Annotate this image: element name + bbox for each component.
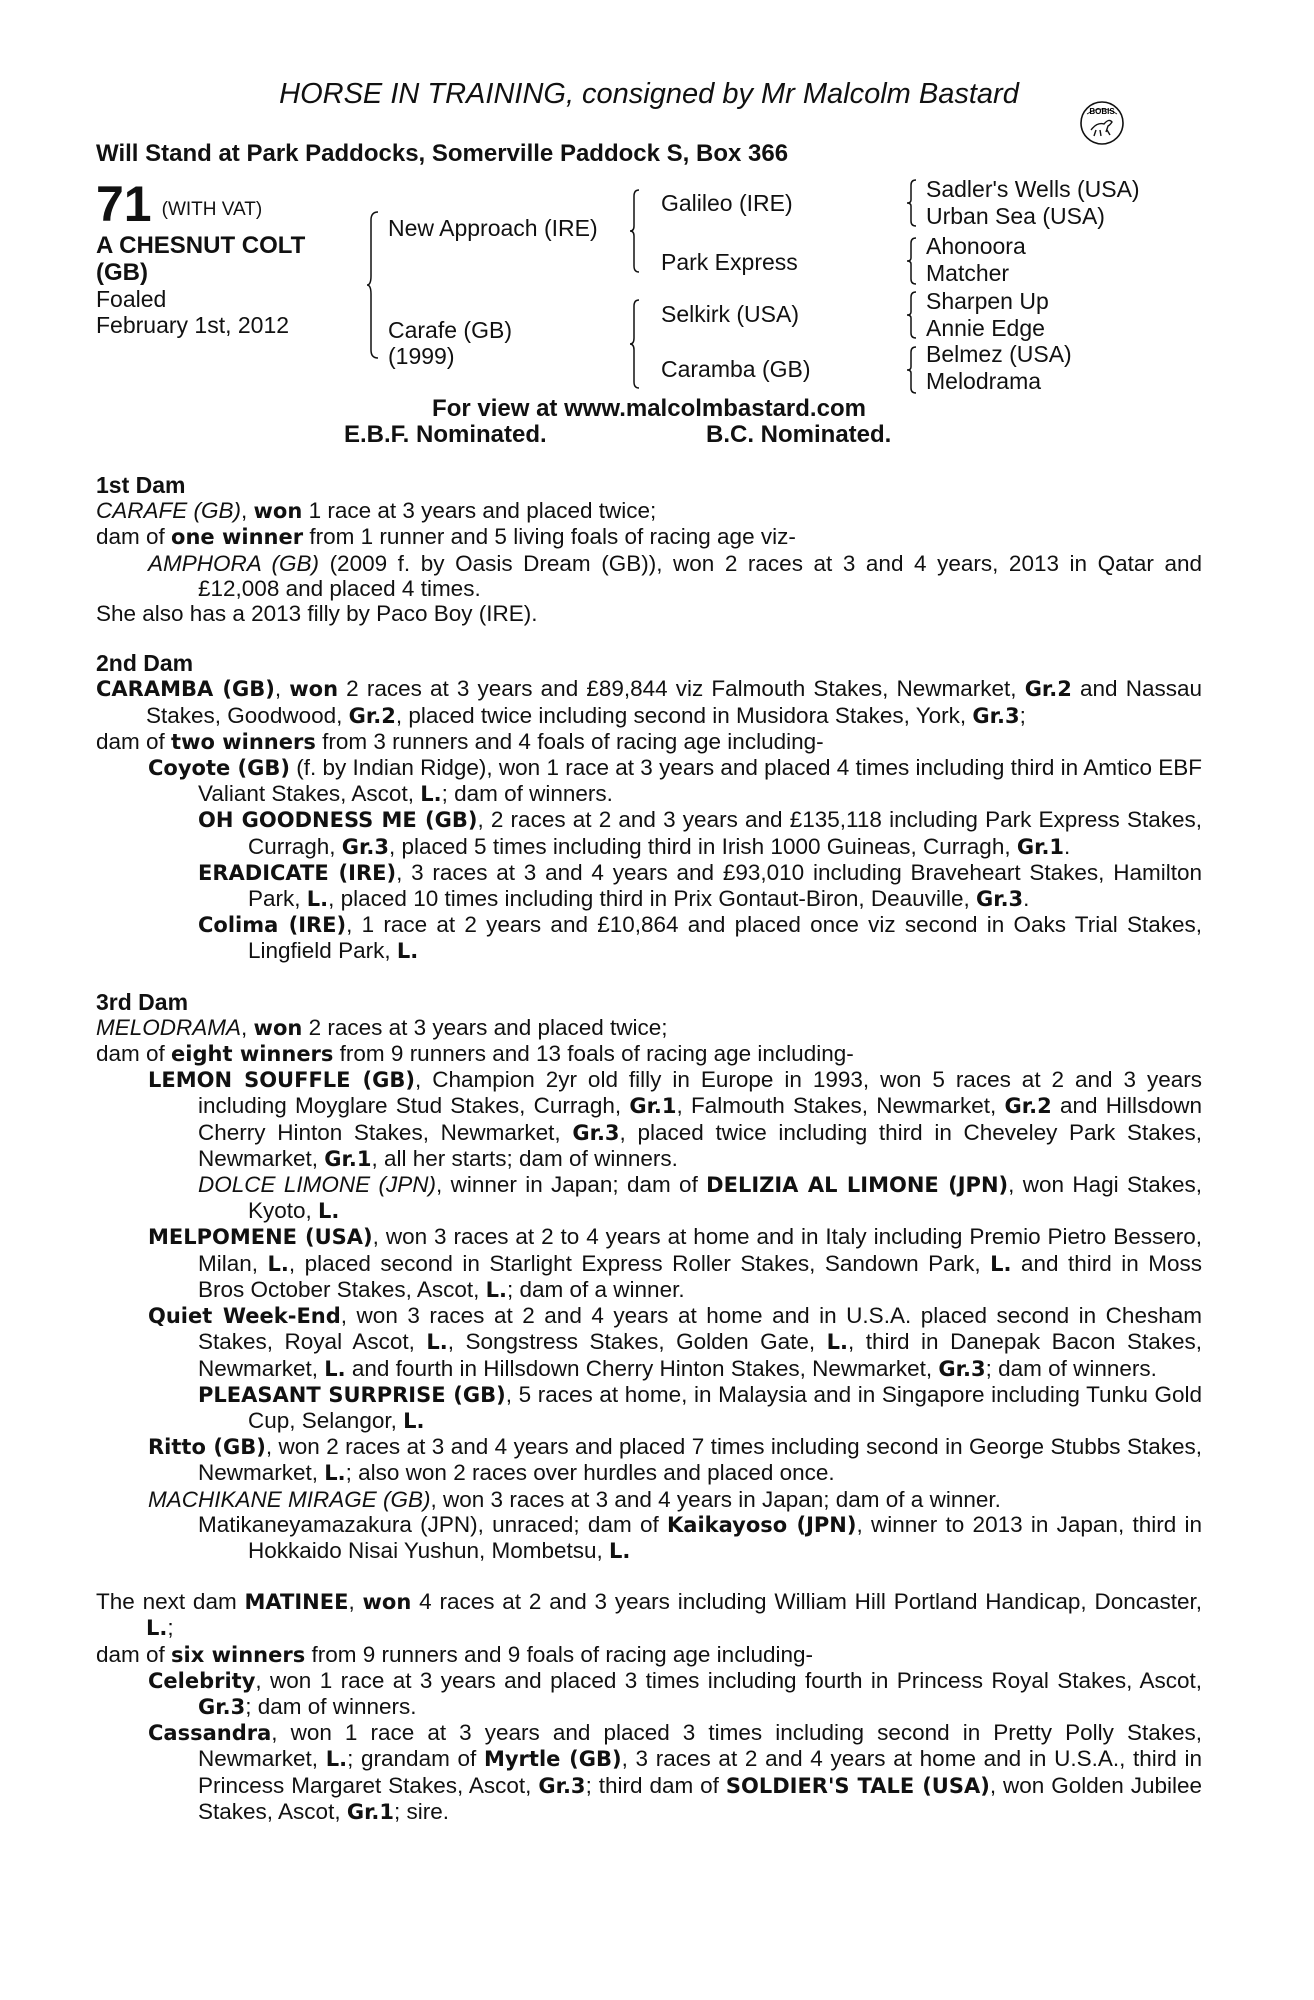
produce-summary: dam of six winners from 9 runners and 9 foals of racing age including-: [96, 1641, 813, 1667]
grand-produce-entry: OH GOODNESS ME (GB), 2 races at 2 and 3 years and £135,118 including Park Express Stakes, Curragh, Gr.3, placed 5 times including third in Irish 1000 Guineas, Curragh, Gr.1.: [198, 807, 1203, 859]
pedigree-notes: [96, 473, 1202, 1825]
section-next-dam: [96, 1589, 1202, 1825]
ped-dam: Carafe (GB): [388, 317, 512, 343]
page-title: HORSE IN TRAINING, consigned by Mr Malcolm Bastard: [279, 78, 1019, 110]
bobis-logo-text: BOBIS: [1089, 107, 1115, 116]
ped-ddd: Melodrama: [926, 368, 1042, 394]
vat-note: (WITH VAT): [161, 199, 263, 220]
lot-sex-line1: A CHESNUT COLT: [96, 232, 306, 259]
grand-produce-entry: PLEASANT SURPRISE (GB), 5 races at home, in Malaysia and in Singapore including Tunku Gold Cup, Selangor, L.: [198, 1381, 1203, 1433]
grand-produce-entry: Matikaneyamazakura (JPN), unraced; dam of Kaikayoso (JPN), winner to 2013 in Japan, third in Hokkaido Nisai Yushun, Mombetsu, L.: [198, 1511, 1203, 1563]
section-second-dam: [96, 651, 1202, 964]
dam-record: MELODRAMA, won 2 races at 3 years and placed twice;: [96, 1014, 668, 1040]
pedigree-brace-dam: [629, 298, 641, 390]
ped-sss: Sadler's Wells (USA): [926, 176, 1140, 202]
section-title: 1st Dam: [96, 472, 186, 498]
pedigree-brace-ds: [906, 290, 918, 340]
section-title: 3rd Dam: [96, 988, 189, 1015]
grand-produce-entry: DOLCE LIMONE (JPN), winner in Japan; dam of DELIZIA AL LIMONE (JPN), won Hagi Stakes, Kyoto, L.: [198, 1172, 1202, 1224]
grand-produce-entry: ERADICATE (IRE), 3 races at 3 and 4 years and £93,010 including Braveheart Stakes, Hamilton Park, L., placed 10 times including third in Prix Gontaut-Biron, Deauville, Gr.3.: [198, 859, 1202, 912]
bc-nominated: B.C. Nominated.: [706, 421, 892, 448]
pedigree-brace-main: [366, 210, 380, 360]
ped-sire-sire: Galileo (IRE): [661, 190, 793, 216]
produce-entry: Quiet Week-End, won 3 races at 2 and 4 years at home and in U.S.A. placed second in Chesham Stakes, Royal Ascot, L., Songstress Stakes, Golden Gate, L., third in Danepak Bacon Stakes, Newmarket, L. and fourth in Hillsdown Cherry Hinton Stakes, Newmarket, Gr.3; dam of winners.: [148, 1303, 1202, 1381]
pedigree-brace-dd: [906, 345, 918, 395]
bobis-logo: [1079, 100, 1125, 146]
foaled-date: February 1st, 2012: [96, 312, 290, 338]
produce-summary: dam of one winner from 1 runner and 5 living foals of racing age viz-: [96, 524, 796, 550]
view-online-note: For view at www.malcolmbastard.com: [432, 395, 866, 422]
produce-entry: MELPOMENE (USA), won 3 races at 2 to 4 years at home and in Italy including Premio Pietro Bessero, Milan, L., placed second in Starlight Express Roller Stakes, Sandown Park, L. and third in Moss Bros October Stakes, Ascot, L.; dam of a winner.: [148, 1224, 1202, 1302]
lot-number: 71: [96, 176, 152, 232]
produce-entry: Celebrity, won 1 race at 3 years and placed 3 times including fourth in Princess Royal Stakes, Ascot, Gr.3; dam of winners.: [148, 1667, 1202, 1719]
ped-dss: Sharpen Up: [926, 288, 1049, 314]
pedigree-brace-sd: [906, 236, 918, 286]
ped-dam-sire: Selkirk (USA): [661, 301, 800, 327]
pedigree-brace-ss: [906, 178, 918, 228]
ped-sdd: Matcher: [926, 260, 1010, 286]
lot-sex-line2: (GB): [96, 259, 148, 286]
stand-location: Will Stand at Park Paddocks, Somerville Paddock S, Box 366: [96, 140, 789, 167]
ped-dds: Belmez (USA): [926, 341, 1072, 367]
foaled-label: Foaled: [96, 286, 167, 312]
ped-dam-year: (1999): [388, 343, 455, 369]
produce-entry: AMPHORA (GB) (2009 f. by Oasis Dream (GB)), won 2 races at 3 and 4 years, 2013 in Qatar and £12,008 and placed 4 times.: [148, 550, 1202, 601]
ebf-nominated: E.B.F. Nominated.: [344, 421, 547, 448]
ped-sire-dam: Park Express: [661, 249, 798, 275]
produce-entry: Cassandra, won 1 race at 3 years and placed 3 times including second in Pretty Polly Stakes, Newmarket, L.; grandam of Myrtle (GB), 3 races at 2 and 4 years at home and in U.S.A., third in Princess Margaret Stakes, Ascot, Gr.3; third dam of SOLDIER'S TALE (USA), won Golden Jubilee Stakes, Ascot, Gr.1; sire.: [148, 1720, 1203, 1824]
ped-sire: New Approach (IRE): [388, 215, 598, 241]
section-first-dam: [96, 473, 1202, 626]
ped-sds: Ahonoora: [926, 233, 1026, 259]
ped-dam-dam: Caramba (GB): [661, 356, 811, 382]
produce-entry: Ritto (GB), won 2 races at 3 and 4 years and placed 7 times including second in George Stubbs Stakes, Newmarket, L.; also won 2 races over hurdles and placed once.: [148, 1434, 1203, 1486]
pedigree-brace-sire: [629, 188, 641, 274]
ped-ssd: Urban Sea (USA): [926, 203, 1105, 229]
produce-entry: Coyote (GB) (f. by Indian Ridge), won 1 race at 3 years and placed 4 times including third in Amtico EBF Valiant Stakes, Ascot, L.; dam of winners.: [148, 755, 1202, 807]
ped-dsd: Annie Edge: [926, 315, 1045, 341]
section-title: 2nd Dam: [96, 650, 194, 677]
section-third-dam: [96, 990, 1202, 1564]
produce-note: She also has a 2013 filly by Paco Boy (IRE).: [96, 601, 538, 627]
grand-produce-entry: Colima (IRE), 1 race at 2 years and £10,864 and placed once viz second in Oaks Trial Stakes, Lingfield Park, L.: [198, 912, 1203, 964]
lot-info: [96, 176, 306, 338]
produce-entry: MACHIKANE MIRAGE (GB), won 3 races at 3 and 4 years in Japan; dam of a winner.: [148, 1486, 1001, 1512]
produce-entry: LEMON SOUFFLE (GB), Champion 2yr old filly in Europe in 1993, won 5 races at 2 and 3 years including Moyglare Stud Stakes, Curragh, Gr.1, Falmouth Stakes, Newmarket, Gr.2 and Hillsdown Cherry Hinton Stakes, Newmarket, Gr.3, placed twice including third in Cheveley Park Stakes, Newmarket, Gr.1, all her starts; dam of winners.: [148, 1067, 1203, 1171]
dam-record: CARAFE (GB), won 1 race at 3 years and placed twice;: [96, 498, 657, 524]
dam-record: CARAMBA (GB), won 2 races at 3 years and £89,844 viz Falmouth Stakes, Newmarket, Gr.2 and Nassau Stakes, Goodwood, Gr.2, placed twice including second in Musidora Stakes, York, Gr.3;: [96, 676, 1202, 728]
dam-record: The next dam MATINEE, won 4 races at 2 and 3 years including William Hill Portland Handicap, Doncaster, L.;: [96, 1589, 1202, 1641]
produce-summary: dam of eight winners from 9 runners and 13 foals of racing age including-: [96, 1041, 854, 1067]
produce-summary: dam of two winners from 3 runners and 4 foals of racing age including-: [96, 728, 824, 754]
